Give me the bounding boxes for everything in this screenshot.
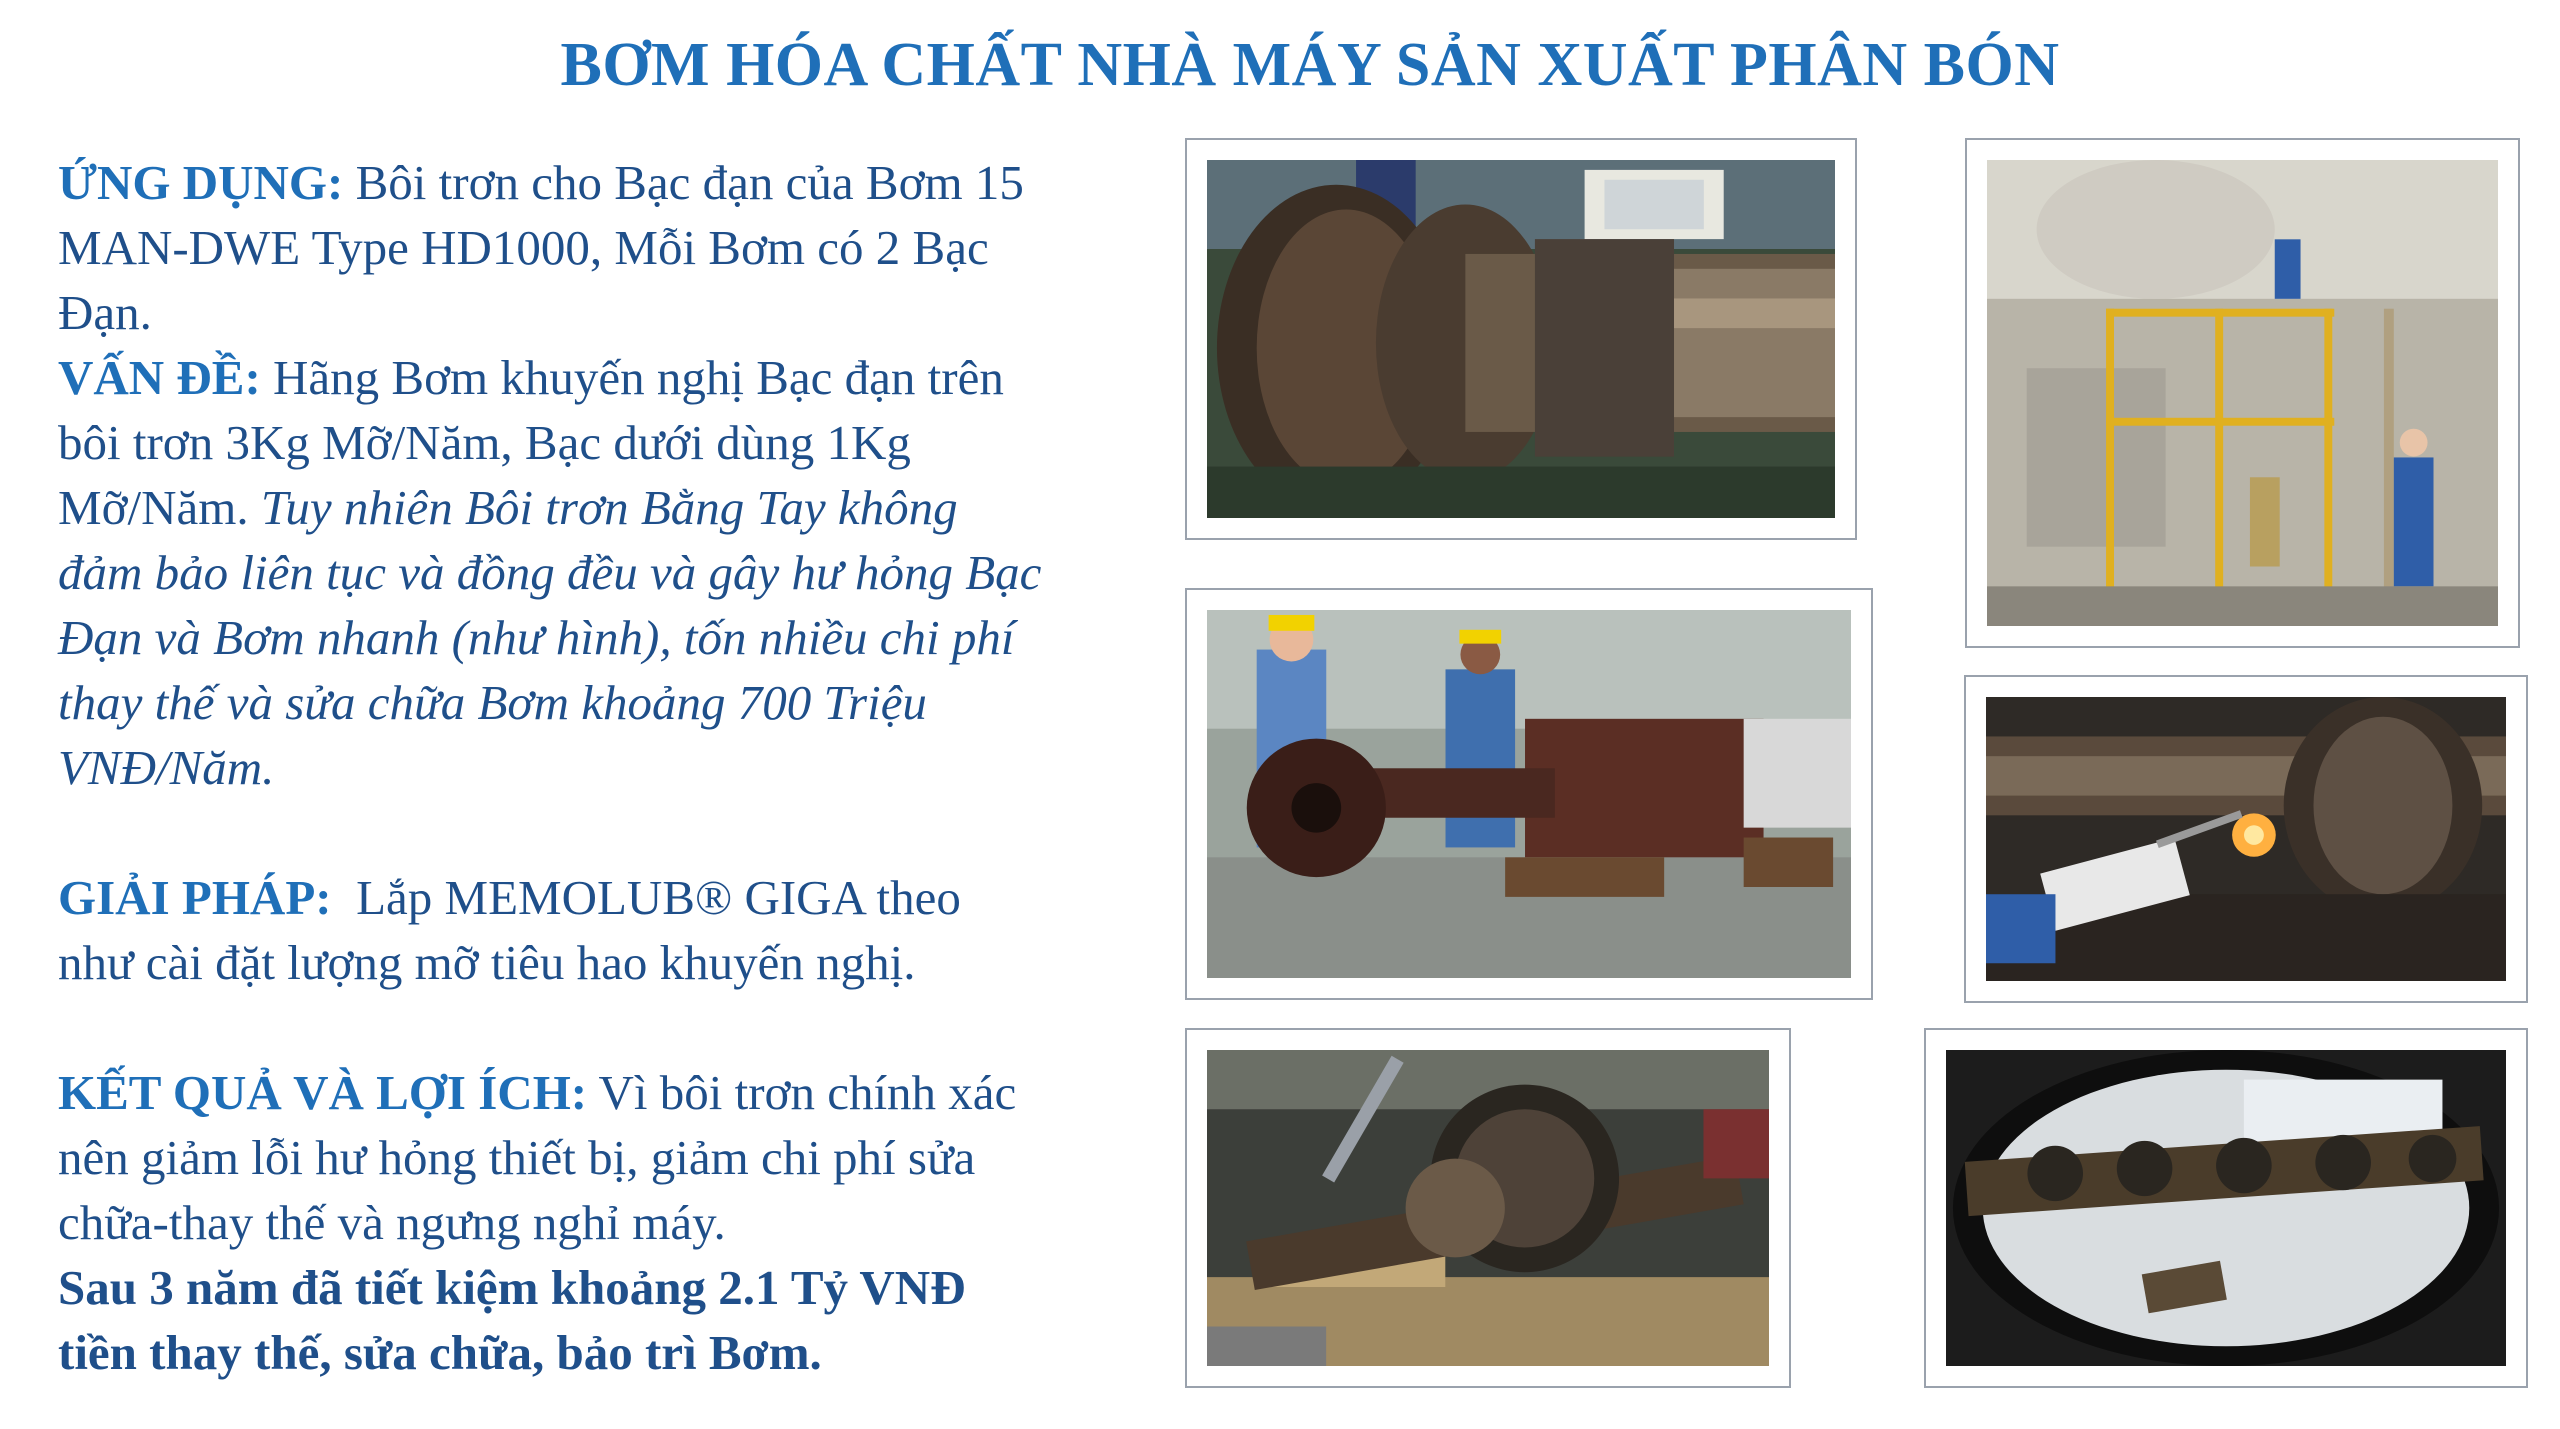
photo-broken-bearing-cage [1946,1050,2506,1366]
ung-dung-line-2: MAN-DWE Type HD1000, Mỗi Bơm có 2 Bạc [58,220,989,275]
giai-phap-paragraph [58,865,1158,995]
ket-qua-label: KẾT QUẢ VÀ LỢI ÍCH: [58,1065,588,1120]
van-de-line-3-italic: Tuy nhiên Bôi trơn Bằng Tay không [260,480,958,535]
ung-dung-paragraph [58,150,1158,345]
photo-workers-with-pump [1207,610,1851,978]
van-de-line-5: Đạn và Bơm nhanh (như hình), tốn nhiều chi phí [58,610,1015,665]
van-de-paragraph [58,345,1158,800]
ung-dung-line-3: Đạn. [58,285,152,340]
van-de-line-4: đảm bảo liên tục và đồng đều và gây hư hỏng Bạc [58,545,1042,600]
photo-disassembled-shaft [1207,1050,1769,1366]
van-de-line-2: bôi trơn 3Kg Mỡ/Năm, Bạc dưới dùng 1Kg [58,415,911,470]
giai-phap-label: GIẢI PHÁP: [58,870,332,925]
photo-damaged-pump-shaft [1207,160,1835,518]
ket-qua-line-3: chữa-thay thế và ngưng nghỉ máy. [58,1195,726,1250]
van-de-line-6: thay thế và sửa chữa Bơm khoảng 700 Triệu [58,675,927,730]
paragraph-gap [58,995,1158,1060]
savings-line-2: tiền thay thế, sửa chữa, bảo trì Bơm. [58,1325,822,1380]
text-column [58,150,1158,1385]
photo-scaffolding-site [1987,160,2498,626]
ung-dung-label: ỨNG DỤNG: [58,155,344,210]
ket-qua-line-2: nên giảm lỗi hư hỏng thiết bị, giảm chi phí sửa [58,1130,976,1185]
photo-frame-disassembled-shaft [1185,1028,1791,1388]
paragraph-gap [58,800,1158,865]
van-de-line-7: VNĐ/Năm. [58,740,275,795]
ket-qua-paragraph [58,1060,1158,1385]
photo-frame-scaffolding-site [1965,138,2520,648]
savings-line-1: Sau 3 năm đã tiết kiệm khoảng 2.1 Tỷ VNĐ [58,1260,966,1315]
ung-dung-line-1: Bôi trơn cho Bạc đạn của Bơm 15 [343,155,1024,210]
photo-frame-broken-bearing [1924,1028,2528,1388]
photo-frame-welding [1964,675,2528,1003]
van-de-line-3-plain: Mỡ/Năm. [58,480,261,535]
van-de-line-1: Hãng Bơm khuyến nghị Bạc đạn trên [260,350,1004,405]
photo-frame-damaged-shaft [1185,138,1857,540]
photo-welding-shaft [1986,697,2506,981]
ket-qua-line-1: Vì bôi trơn chính xác [587,1065,1017,1120]
van-de-label: VẤN ĐỀ: [58,350,261,405]
page-title: BƠM HÓA CHẤT NHÀ MÁY SẢN XUẤT PHÂN BÓN [560,31,2060,99]
photo-frame-workers-pump [1185,588,1873,1000]
giai-phap-line-1: Lắp MEMOLUB® GIGA theo [331,870,961,925]
giai-phap-line-2: như cài đặt lượng mỡ tiêu hao khuyến nghị. [58,935,916,990]
